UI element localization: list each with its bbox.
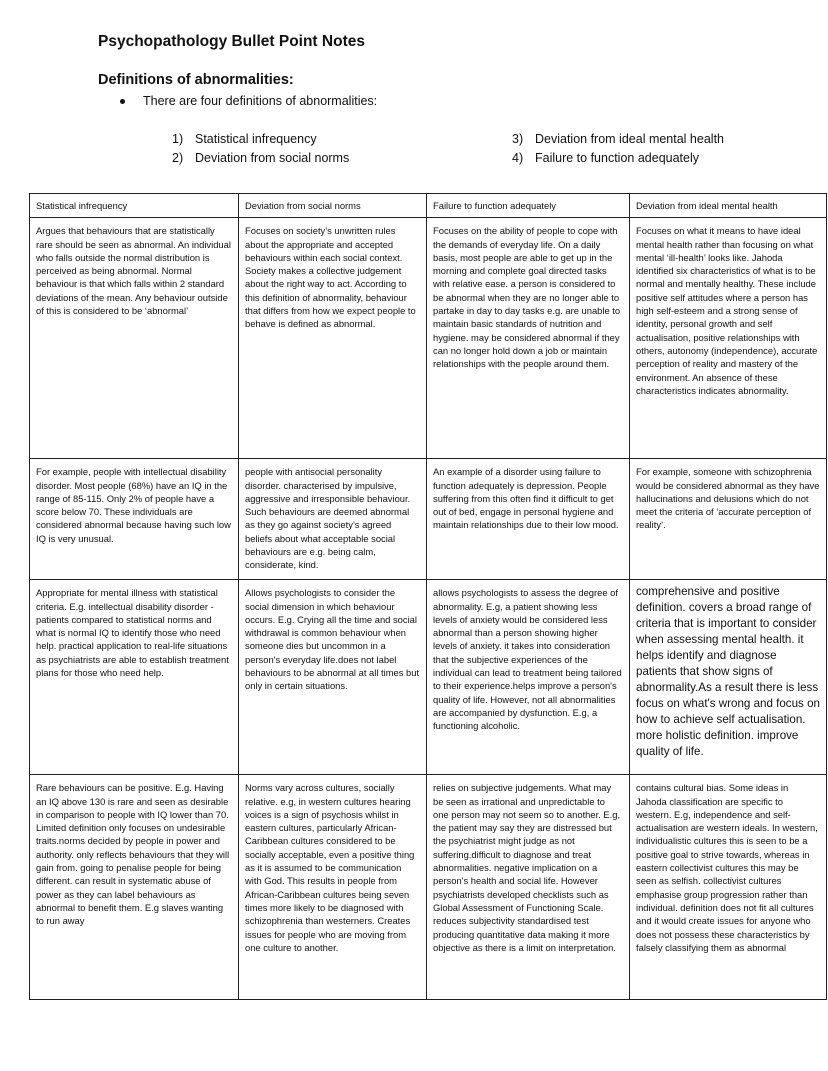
list-item <box>512 151 699 165</box>
list-item <box>172 151 349 165</box>
list-text: Deviation from social norms <box>195 151 350 165</box>
list-number: 2) <box>172 151 184 165</box>
table-row <box>30 775 827 1000</box>
table-cell: people with antisocial personality disorder. characterised by impulsive, aggressive and irresponsible behaviour. Such behaviours are deemed abnormal as they go against society’s agreed beliefs about what acceptable social behaviours are e.g. being calm, considerate, kind. <box>239 459 427 580</box>
list-item <box>172 132 317 146</box>
list-number: 1) <box>172 132 184 146</box>
list-item <box>512 132 724 146</box>
table-cell: allows psychologists to assess the degree of abnormality. E.g, a patient showing less levels of anxiety would be considered less abnormal than a person showing higher levels of anxiety. it takes into consideration that the subjective experiences of the individual can lead to treatment being tailored to their experience.helps improve a person's quality of life. However, not all abnormalities are accompanied by dysfunction. E.g, a functioning alcoholic. <box>427 580 630 775</box>
table-header: Statistical infrequency <box>30 194 239 218</box>
definitions-table <box>29 193 827 1000</box>
table-cell: An example of a disorder using failure to function adequately is depression. People suffering from this often find it difficult to get out of bed, engage in personal hygiene and maintain relationships due to their low mood. <box>427 459 630 580</box>
table-header: Deviation from ideal mental health <box>630 194 827 218</box>
table-cell: contains cultural bias. Some ideas in Jahoda classification are specific to western. E.g, independence and self-actualisation are western ideals. In western, individualistic cultures this is seen to be a positive goal to strive towards, whereas in eastern collectivist cultures this may be seen as selfish. collectivist cultures emphasise group progression rather than individual. definition does not fit all cultures and it would create issues for anyone who does not possess these characteristics by falsely classifying them as abnormal <box>630 775 827 1000</box>
table-cell: For example, people with intellectual disability disorder. Most people (68%) have an IQ in the range of 85-115. Only 2% of people have a score below 70. These individuals are considered abnormal because having such low IQ is very unusual. <box>30 459 239 580</box>
list-text: Statistical infrequency <box>195 132 317 146</box>
table-row <box>30 218 827 459</box>
list-number: 4) <box>512 151 524 165</box>
table-cell: relies on subjective judgements. What may be seen as irrational and unpredictable to one person may not seem so to another. E.g, the patient may say they are distressed but the psychiatrist might judge as not suffering.difficult to diagnose and treat abnormalities. negative implication on a person's health and social life. However psychiatrists developed checklists such as Global Assessment of Functioning Scale. reduces subjectivity standardised test producing quantitative data making it more objective as there is a limit on interpretation. <box>427 775 630 1000</box>
table-cell: For example, someone with schizophrenia would be considered abnormal as they have hallucinations and delusions which do not meet the criteria of ‘accurate perception of reality’. <box>630 459 827 580</box>
table-cell: Argues that behaviours that are statistically rare should be seen as abnormal. An individual who falls outside the normal distribution is perceived as being abnormal. Normal behaviour is that which falls within 2 standard deviations of the mean. Any behaviour outside of this is considered to be ‘abnormal’ <box>30 218 239 459</box>
table-header: Failure to function adequately <box>427 194 630 218</box>
list-text: Deviation from ideal mental health <box>535 132 724 146</box>
bullet-dot-icon <box>120 99 125 104</box>
table-cell: Appropriate for mental illness with statistical criteria. E.g. intellectual disability disorder - patients compared to statistical norms and what is normal IQ to identify those who need help. practical application to real-life situations as psychiatrists are able to establish treatment plans for those who need help. <box>30 580 239 775</box>
table-cell: Focuses on what it means to have ideal mental health rather than focusing on what mental ‘ill-health’ looks like. Jahoda identified six characteristics of what is to be normal and mentally healthy. These include positive self attitudes where a person has high self-esteem and a strong sense of identity, personal growth and self actualisation, positive relationships with others, autonomy (independence), accurate perception of reality and mastery of the environment. An absence of these characteristics indicates abnormality. <box>630 218 827 459</box>
table-cell: comprehensive and positive definition. covers a broad range of criteria that is important to consider when assessing mental health. it helps identify and diagnose patients that show signs of abnormality.As a result there is less focus on what's wrong and focus on how to achieve self actualisation. more holistic definition. improve quality of life. <box>630 580 827 775</box>
bullet-item <box>120 94 377 108</box>
table-cell: Rare behaviours can be positive. E.g. Having an IQ above 130 is rare and seen as desirable in comparison to people with IQ lower than 70. Limited definition only focuses on undesirable traits.norms decided by people in power and authority. only reflects behaviours that they will gain from. going to penalise people for being different. can result in systematic abuse of power as they can label behaviours as abnormal to benefit them. E.g slaves wanting to run away <box>30 775 239 1000</box>
table-header-row <box>30 194 827 218</box>
table-cell: Focuses on society’s unwritten rules about the appropriate and accepted behaviours within each social context. Society makes a collective judgement about the right way to act. According to this definition of abnormality, behaviour that differs from how we expect people to behave is defined as abnormal. <box>239 218 427 459</box>
table-cell: Focuses on the ability of people to cope with the demands of everyday life. On a daily basis, most people are able to get up in the morning and complete goal directed tasks with relative ease. a person is considered to be abnormal when they are no longer able to partake in day to day tasks e.g. are unable to maintain basic standards of nutrition and hygiene. may be considered abnormal if they can no longer hold down a job or maintain relationships with the people around them. <box>427 218 630 459</box>
table-row <box>30 459 827 580</box>
list-number: 3) <box>512 132 524 146</box>
table-row <box>30 580 827 775</box>
page-title: Psychopathology Bullet Point Notes <box>98 33 365 50</box>
table-cell: Norms vary across cultures, socially relative. e.g, in western cultures hearing voices is a sign of psychosis whilst in eastern cultures, particularly African- Caribbean cultures considered to be socially acceptable, even a positive thing as it is assumed to be communication with God. This results in people from African-Caribbean cultures being seven times more likely to be diagnosed with schizophrenia than westerners. Creates issues for people who are moving from one culture to another. <box>239 775 427 1000</box>
list-text: Failure to function adequately <box>535 151 699 165</box>
table-cell: Allows psychologists to consider the social dimension in which behaviour occurs. E.g. Crying all the time and social withdrawal is common behaviour when someone dies but uncommon in a person's everyday life.does not label behaviours to be abnormal at all times but only in certain situations. <box>239 580 427 775</box>
table-header: Deviation from social norms <box>239 194 427 218</box>
section-heading: Definitions of abnormalities: <box>98 72 294 88</box>
bullet-text: There are four definitions of abnormalities: <box>143 94 378 108</box>
